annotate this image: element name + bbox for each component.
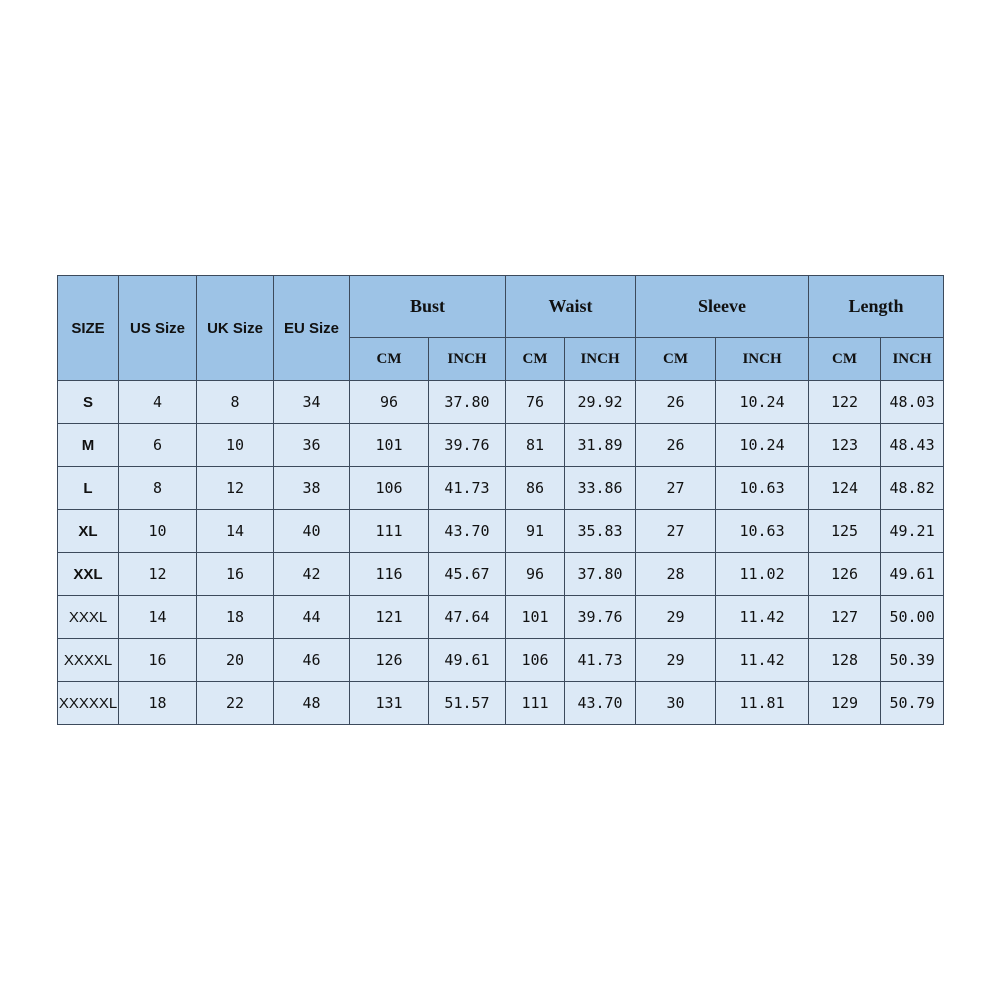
- table-cell: 8: [197, 381, 274, 424]
- table-cell: 50.39: [881, 639, 944, 682]
- table-body: [58, 381, 944, 725]
- header-size: SIZE: [58, 276, 119, 381]
- table-cell: 29: [636, 639, 716, 682]
- table-cell: 11.02: [716, 553, 809, 596]
- header-unit-cm: CM: [636, 338, 716, 381]
- table-cell: 49.61: [429, 639, 506, 682]
- table-cell: 38: [274, 467, 350, 510]
- table-cell: 127: [809, 596, 881, 639]
- size-label-cell: L: [58, 467, 119, 510]
- table-cell: 18: [197, 596, 274, 639]
- table-cell: 101: [506, 596, 565, 639]
- table-cell: 111: [350, 510, 429, 553]
- table-cell: 48.43: [881, 424, 944, 467]
- table-cell: 26: [636, 424, 716, 467]
- table-cell: 36: [274, 424, 350, 467]
- table-cell: 42: [274, 553, 350, 596]
- size-label-cell: XXL: [58, 553, 119, 596]
- table-row: [58, 510, 944, 553]
- table-cell: 101: [350, 424, 429, 467]
- header-bust: Bust: [350, 276, 506, 338]
- header-unit-inch: INCH: [881, 338, 944, 381]
- table-cell: 129: [809, 682, 881, 725]
- table-cell: 41.73: [565, 639, 636, 682]
- table-cell: 20: [197, 639, 274, 682]
- table-cell: 27: [636, 510, 716, 553]
- table-cell: 43.70: [429, 510, 506, 553]
- table-cell: 35.83: [565, 510, 636, 553]
- table-cell: 34: [274, 381, 350, 424]
- header-eu-size: EU Size: [274, 276, 350, 381]
- table-cell: 8: [119, 467, 197, 510]
- table-cell: 125: [809, 510, 881, 553]
- table-cell: 91: [506, 510, 565, 553]
- table-cell: 51.57: [429, 682, 506, 725]
- header-unit-inch: INCH: [429, 338, 506, 381]
- table-cell: 44: [274, 596, 350, 639]
- table-cell: 128: [809, 639, 881, 682]
- table-cell: 47.64: [429, 596, 506, 639]
- size-label-cell: XXXXL: [58, 639, 119, 682]
- table-cell: 11.42: [716, 596, 809, 639]
- header-sleeve: Sleeve: [636, 276, 809, 338]
- table-cell: 126: [350, 639, 429, 682]
- header-unit-inch: INCH: [716, 338, 809, 381]
- table-row: [58, 381, 944, 424]
- table-cell: 49.61: [881, 553, 944, 596]
- header-unit-cm: CM: [506, 338, 565, 381]
- table-cell: 10.63: [716, 510, 809, 553]
- size-label-cell: M: [58, 424, 119, 467]
- header-unit-cm: CM: [350, 338, 429, 381]
- table-cell: 76: [506, 381, 565, 424]
- table-cell: 10: [197, 424, 274, 467]
- table-cell: 126: [809, 553, 881, 596]
- table-row: [58, 639, 944, 682]
- table-cell: 106: [350, 467, 429, 510]
- table-cell: 30: [636, 682, 716, 725]
- table-cell: 50.79: [881, 682, 944, 725]
- table-cell: 29: [636, 596, 716, 639]
- table-cell: 31.89: [565, 424, 636, 467]
- table-cell: 48.82: [881, 467, 944, 510]
- table-cell: 14: [119, 596, 197, 639]
- table-cell: 48: [274, 682, 350, 725]
- table-cell: 10.24: [716, 424, 809, 467]
- table-cell: 39.76: [565, 596, 636, 639]
- table-cell: 40: [274, 510, 350, 553]
- header-us-size: US Size: [119, 276, 197, 381]
- table-cell: 14: [197, 510, 274, 553]
- table-cell: 11.42: [716, 639, 809, 682]
- table-row: [58, 553, 944, 596]
- table-row: [58, 424, 944, 467]
- size-chart-table: [57, 275, 944, 725]
- table-cell: 4: [119, 381, 197, 424]
- size-label-cell: XL: [58, 510, 119, 553]
- table-cell: 33.86: [565, 467, 636, 510]
- table-cell: 22: [197, 682, 274, 725]
- table-row: [58, 467, 944, 510]
- header-unit-cm: CM: [809, 338, 881, 381]
- table-cell: 29.92: [565, 381, 636, 424]
- table-cell: 81: [506, 424, 565, 467]
- size-label-cell: XXXL: [58, 596, 119, 639]
- table-cell: 11.81: [716, 682, 809, 725]
- table-cell: 86: [506, 467, 565, 510]
- table-cell: 124: [809, 467, 881, 510]
- table-cell: 16: [197, 553, 274, 596]
- table-row: [58, 682, 944, 725]
- size-label-cell: XXXXXL: [58, 682, 119, 725]
- size-label-cell: S: [58, 381, 119, 424]
- table-cell: 39.76: [429, 424, 506, 467]
- table-cell: 49.21: [881, 510, 944, 553]
- table-cell: 96: [350, 381, 429, 424]
- table-cell: 121: [350, 596, 429, 639]
- table-cell: 18: [119, 682, 197, 725]
- table-cell: 27: [636, 467, 716, 510]
- table-cell: 96: [506, 553, 565, 596]
- table-cell: 43.70: [565, 682, 636, 725]
- table-cell: 12: [119, 553, 197, 596]
- table-cell: 41.73: [429, 467, 506, 510]
- table-cell: 45.67: [429, 553, 506, 596]
- table-row: [58, 596, 944, 639]
- header-length: Length: [809, 276, 944, 338]
- table-cell: 6: [119, 424, 197, 467]
- table-cell: 48.03: [881, 381, 944, 424]
- table-cell: 26: [636, 381, 716, 424]
- table-cell: 106: [506, 639, 565, 682]
- table-cell: 111: [506, 682, 565, 725]
- header-waist: Waist: [506, 276, 636, 338]
- table-cell: 10.63: [716, 467, 809, 510]
- table-cell: 28: [636, 553, 716, 596]
- table-cell: 37.80: [565, 553, 636, 596]
- table-cell: 50.00: [881, 596, 944, 639]
- header-unit-inch: INCH: [565, 338, 636, 381]
- table-cell: 122: [809, 381, 881, 424]
- table-cell: 123: [809, 424, 881, 467]
- table-cell: 12: [197, 467, 274, 510]
- table-cell: 10.24: [716, 381, 809, 424]
- table-cell: 116: [350, 553, 429, 596]
- table-cell: 46: [274, 639, 350, 682]
- table-cell: 131: [350, 682, 429, 725]
- header-uk-size: UK Size: [197, 276, 274, 381]
- table-cell: 16: [119, 639, 197, 682]
- table-cell: 10: [119, 510, 197, 553]
- table-cell: 37.80: [429, 381, 506, 424]
